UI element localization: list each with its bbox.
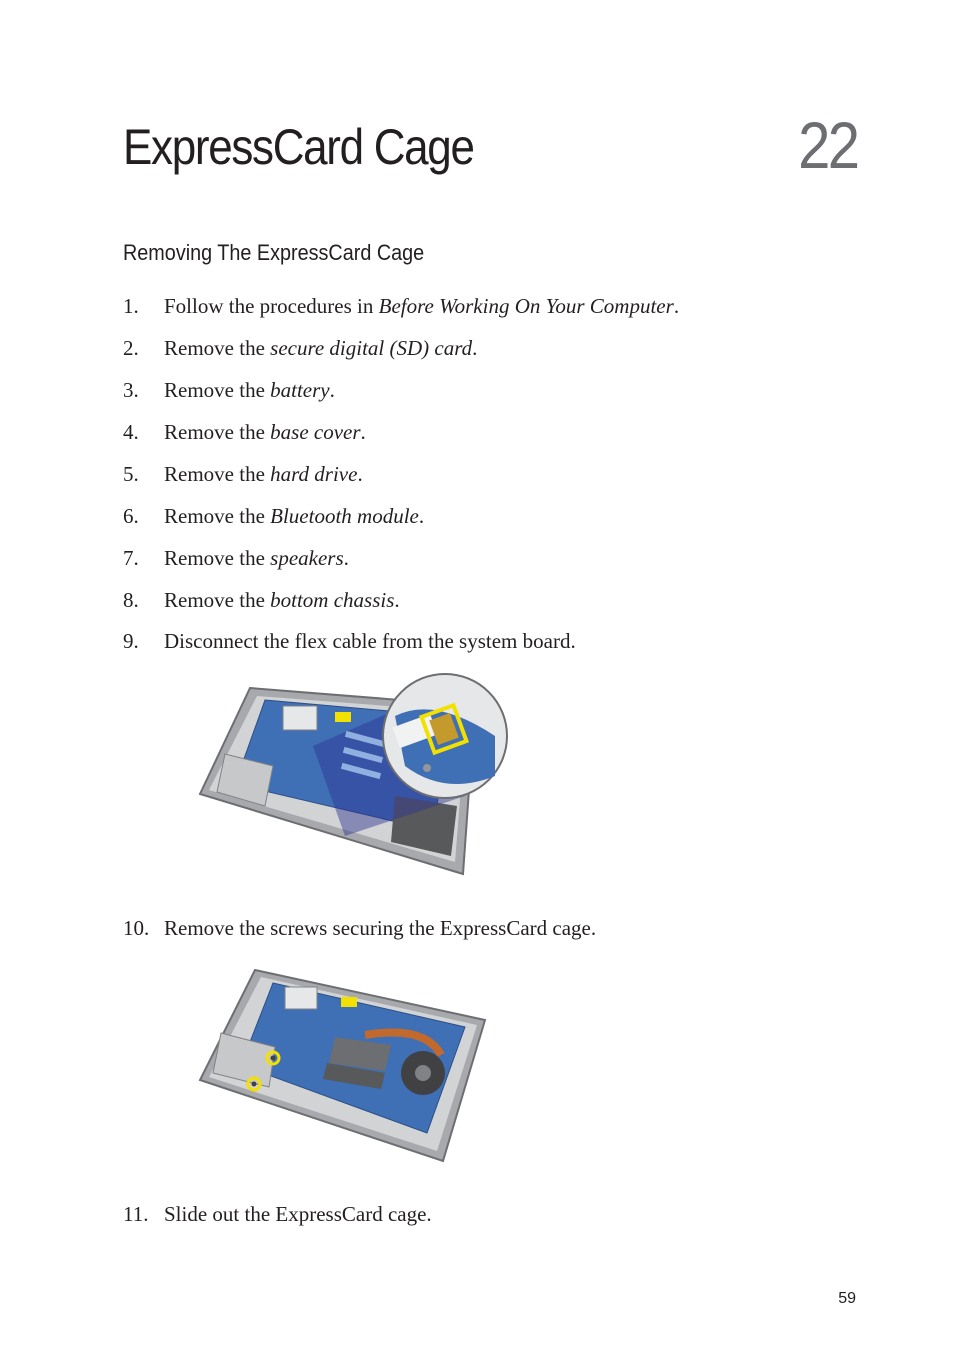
step-7: 7. Remove the speakers.: [123, 546, 349, 570]
step-2: 2. Remove the secure digital (SD) card.: [123, 336, 478, 360]
page-number: 59: [838, 1290, 856, 1307]
chapter-title: ExpressCard Cage: [123, 119, 474, 175]
section-heading: Removing The ExpressCard Cage: [123, 240, 425, 265]
step-10: 10. Remove the screws securing the ExpressCard cage.: [123, 916, 597, 940]
step-9: 9. Disconnect the flex cable from the system board.: [123, 629, 576, 653]
step-8: 8. Remove the bottom chassis.: [123, 588, 400, 612]
step-3: 3. Remove the battery.: [123, 378, 335, 402]
step-1: 1. Follow the procedures in Before Working On Your Computer.: [123, 294, 680, 318]
figure-cage-screws: [195, 965, 491, 1165]
step-5: 5. Remove the hard drive.: [123, 462, 363, 486]
chapter-number: 22: [797, 108, 857, 182]
step-4: 4. Remove the base cover.: [123, 420, 366, 444]
step-11: 11. Slide out the ExpressCard cage.: [123, 1202, 432, 1226]
figure-flex-cable: [195, 666, 515, 878]
step-6: 6. Remove the Bluetooth module.: [123, 504, 425, 528]
